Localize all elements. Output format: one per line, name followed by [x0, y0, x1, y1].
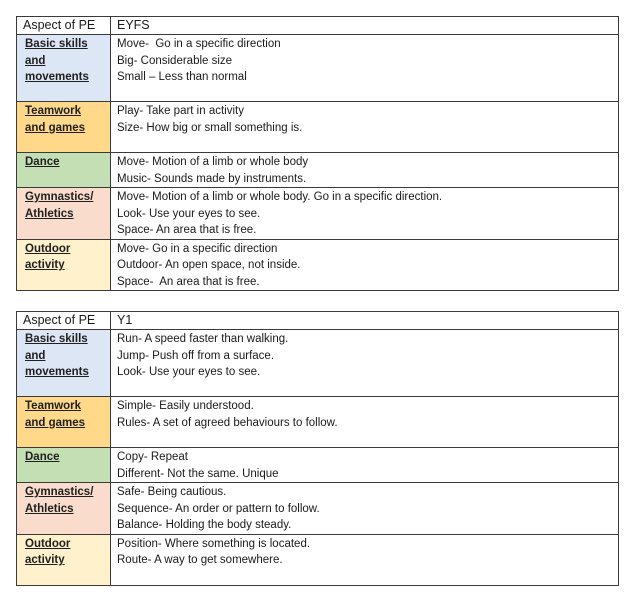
aspect-cell-teamwork [17, 102, 111, 153]
aspect-label: Basic skills [25, 333, 88, 345]
vocabulary-cell [111, 330, 619, 397]
vocabulary-line: Look- Use your eyes to see. [117, 207, 261, 220]
vocabulary-cell [111, 397, 619, 448]
vocabulary-line: Route- A way to get somewhere. [117, 554, 283, 566]
table-row [17, 153, 619, 188]
vocabulary-line: Play- Take part in activity [117, 105, 244, 117]
aspect-label: Athletics [25, 207, 74, 220]
vocabulary-cell [111, 448, 619, 483]
vocabulary-cell [111, 102, 619, 153]
vocabulary-line: Move- Go in a specific direction [117, 242, 278, 255]
table-row [17, 448, 619, 483]
table-row [17, 330, 619, 397]
aspect-cell-teamwork [17, 397, 111, 448]
vocabulary-cell [111, 239, 619, 291]
table-row [17, 534, 619, 585]
vocabulary-line: Small – Less than normal [117, 71, 247, 83]
vocabulary-cell [111, 35, 619, 102]
table-header-row [17, 312, 619, 330]
vocabulary-line: Sequence- An order or pattern to follow. [117, 502, 320, 515]
vocabulary-line: Move- Go in a specific direction [117, 38, 281, 50]
aspect-cell-basic-skills [17, 35, 111, 102]
table-row [17, 397, 619, 448]
aspect-label: Outdoor [25, 537, 71, 550]
table-header-row [17, 17, 619, 35]
vocabulary-line: Move- Motion of a limb or whole body. Go in a specific direction. [117, 191, 443, 203]
vocabulary-line: Balance- Holding the body steady. [117, 519, 292, 531]
vocabulary-line: Big- Considerable size [117, 54, 233, 67]
vocabulary-line: Look- Use your eyes to see. [117, 366, 261, 378]
aspect-label: Dance [25, 156, 60, 168]
vocabulary-line: Rules- A set of agreed behaviours to follow. [117, 416, 338, 429]
aspect-cell-outdoor [17, 534, 111, 585]
vocabulary-line: Move- Motion of a limb or whole body [117, 156, 309, 168]
vocabulary-cell [111, 534, 619, 585]
vocabulary-line: Music- Sounds made by instruments. [117, 172, 307, 185]
vocabulary-line: Run- A speed faster than walking. [117, 333, 289, 345]
aspect-label: activity [25, 554, 65, 566]
vocabulary-line: Space- An area that is free. [117, 275, 260, 288]
aspect-label: Teamwork [25, 105, 82, 117]
stage-header: Y1 [111, 312, 619, 330]
aspect-label: Athletics [25, 502, 74, 515]
vocabulary-line: Size- How big or small something is. [117, 121, 303, 134]
aspect-header: Aspect of PE [17, 312, 111, 330]
aspect-header: Aspect of PE [17, 17, 111, 35]
aspect-label: Teamwork [25, 400, 82, 412]
table-row [17, 483, 619, 535]
table-row [17, 35, 619, 102]
vocabulary-line: Safe- Being cautious. [117, 486, 227, 498]
vocabulary-line: Jump- Push off from a surface. [117, 349, 275, 362]
aspect-cell-basic-skills [17, 330, 111, 397]
vocabulary-line: Simple- Easily understood. [117, 400, 254, 412]
vocabulary-line: Space- An area that is free. [117, 224, 257, 236]
vocabulary-line: Position- Where something is located. [117, 537, 311, 550]
table-row [17, 188, 619, 240]
vocabulary-cell [111, 153, 619, 188]
table-row [17, 239, 619, 291]
aspect-cell-dance [17, 448, 111, 483]
aspect-label: movements [25, 71, 89, 83]
aspect-cell-gymnastics [17, 483, 111, 535]
aspect-label: and [25, 54, 46, 67]
aspect-cell-gymnastics [17, 188, 111, 240]
vocabulary-line: Outdoor- An open space, not inside. [117, 259, 301, 271]
aspect-label: and games [25, 121, 86, 134]
aspect-label: and [25, 349, 46, 362]
stage-header: EYFS [111, 17, 619, 35]
vocabulary-cell [111, 188, 619, 240]
vocabulary-line: Copy- Repeat [117, 451, 188, 463]
aspect-label: Outdoor [25, 242, 71, 255]
y1-vocabulary-table [16, 311, 619, 586]
aspect-label: Gymnastics/ [25, 486, 94, 498]
aspect-label: activity [25, 259, 65, 271]
aspect-cell-outdoor [17, 239, 111, 291]
vocabulary-cell [111, 483, 619, 535]
aspect-label: Basic skills [25, 38, 88, 50]
aspect-label: Gymnastics/ [25, 191, 94, 203]
table-row [17, 102, 619, 153]
aspect-label: and games [25, 416, 86, 429]
aspect-cell-dance [17, 153, 111, 188]
eyfs-vocabulary-table [16, 16, 619, 291]
vocabulary-line: Different- Not the same. Unique [117, 467, 279, 480]
aspect-label: movements [25, 366, 89, 378]
aspect-label: Dance [25, 451, 60, 463]
